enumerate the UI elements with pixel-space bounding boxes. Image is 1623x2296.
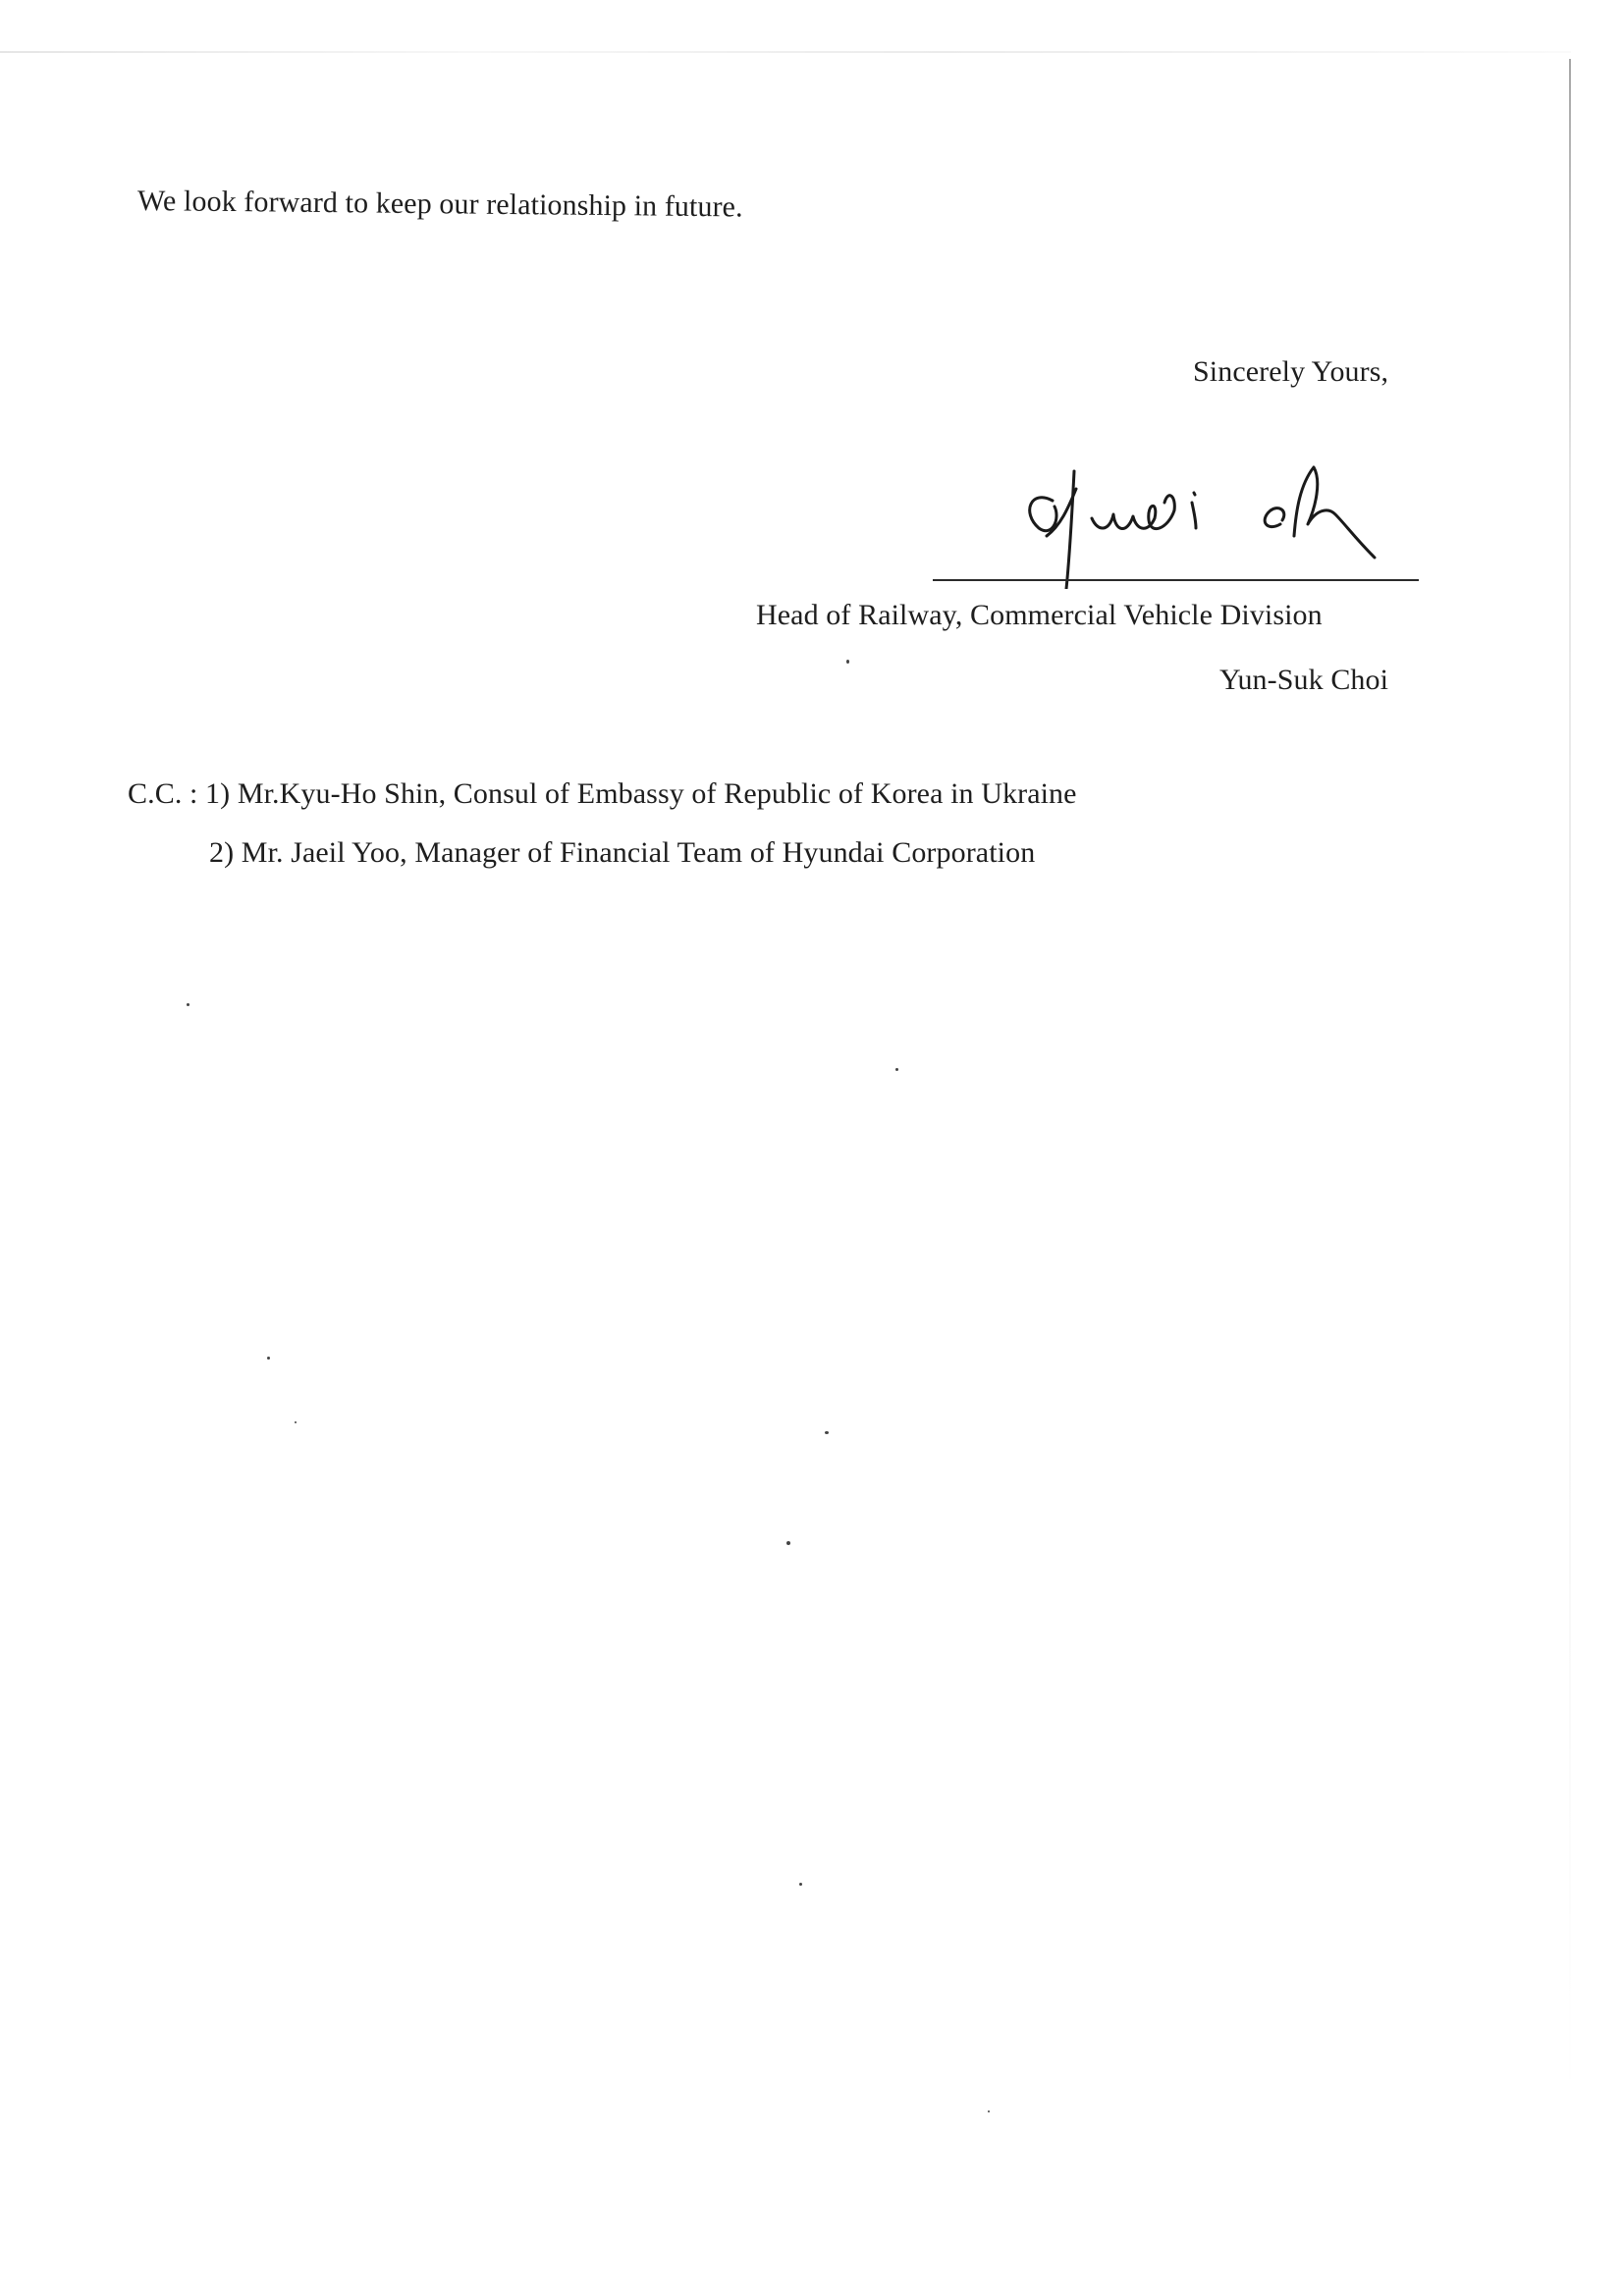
handwritten-signature (1001, 442, 1453, 589)
scan-edge-top (0, 51, 1571, 53)
signature-line (933, 579, 1419, 581)
salutation: Sincerely Yours, (1193, 355, 1389, 388)
scan-edge-right (1569, 59, 1571, 2120)
cc-line-2: 2) Mr. Jaeil Yoo, Manager of Financial Team of Hyundai Corporation (209, 836, 1036, 869)
scan-speck (846, 660, 849, 664)
signer-name: Yun-Suk Choi (1219, 664, 1389, 696)
scan-speck (187, 1003, 189, 1006)
scan-speck (895, 1068, 898, 1071)
signer-title: Head of Railway, Commercial Vehicle Division (756, 599, 1323, 631)
scan-speck (988, 2110, 990, 2112)
cc-line-1: C.C. : 1) Mr.Kyu-Ho Shin, Consul of Embassy of Republic of Korea in Ukraine (128, 777, 1077, 810)
scan-speck (267, 1357, 270, 1360)
closing-line: We look forward to keep our relationship in future. (136, 185, 743, 224)
scan-speck (295, 1421, 297, 1423)
scan-speck (799, 1883, 802, 1886)
scan-speck (786, 1541, 790, 1545)
scan-speck (825, 1431, 829, 1434)
